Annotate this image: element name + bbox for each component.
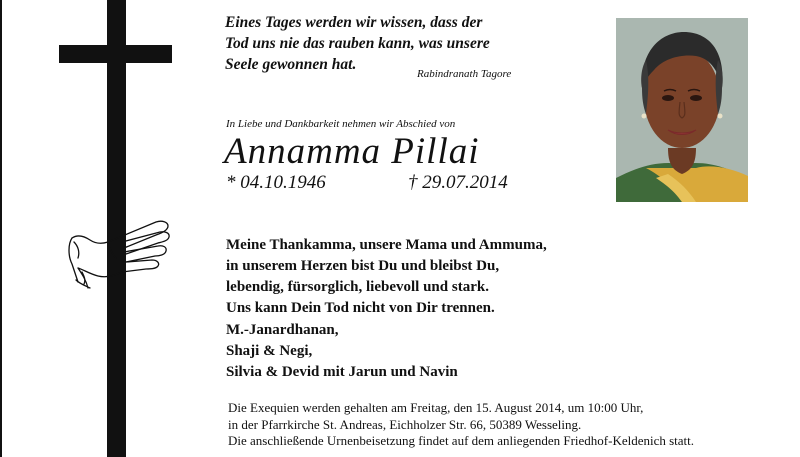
- left-border: [0, 0, 2, 457]
- service-details: [228, 400, 788, 450]
- quote-line: Seele gewonnen hat.: [225, 56, 357, 73]
- poem-line: lebendig, fürsorglich, liebevoll und stark.: [226, 279, 489, 295]
- signer-line: Shaji & Negi,: [226, 343, 313, 359]
- family-signers: [226, 320, 606, 383]
- poem-line: Uns kann Dein Tod nicht von Dir trennen.: [226, 300, 495, 316]
- poem-line: Meine Thankamma, unsere Mama und Ammuma,: [226, 237, 547, 253]
- tagore-quote: [225, 12, 605, 75]
- service-line: in der Pfarrkirche St. Andreas, Eichholzer Str. 66, 50389 Wesseling.: [228, 416, 582, 432]
- service-line: Die Exequien werden gehalten am Freitag, den 15. August 2014, um 10:00 Uhr,: [228, 400, 644, 415]
- praying-hands-icon: [64, 212, 174, 292]
- life-dates: [226, 172, 606, 196]
- quote-author: Rabindranath Tagore: [417, 68, 512, 80]
- portrait-photo: [616, 18, 748, 202]
- service-line: Die anschließende Urnenbeisetzung findet auf dem anliegenden Friedhof-Keldenich statt.: [228, 433, 695, 448]
- portrait-illustration: [616, 18, 748, 202]
- quote-line: Tod uns nie das rauben kann, was unsere: [225, 35, 490, 52]
- farewell-intro: In Liebe und Dankbarkeit nehmen wir Abschied von: [226, 118, 456, 130]
- quote-line: Eines Tages werden wir wissen, dass der: [225, 14, 483, 31]
- cross-horizontal-bar: [59, 45, 172, 63]
- signer-line: Silvia & Devid mit Jarun und Navin: [226, 364, 458, 380]
- poem-line: in unserem Herzen bist Du und bleibst Du,: [226, 258, 500, 274]
- memorial-poem: [226, 235, 606, 319]
- death-date: † 29.07.2014: [408, 172, 508, 193]
- signer-line: M.-Janardhanan,: [226, 322, 339, 338]
- birth-date: * 04.10.1946: [226, 172, 326, 193]
- deceased-name: Annamma Pillai: [224, 131, 480, 172]
